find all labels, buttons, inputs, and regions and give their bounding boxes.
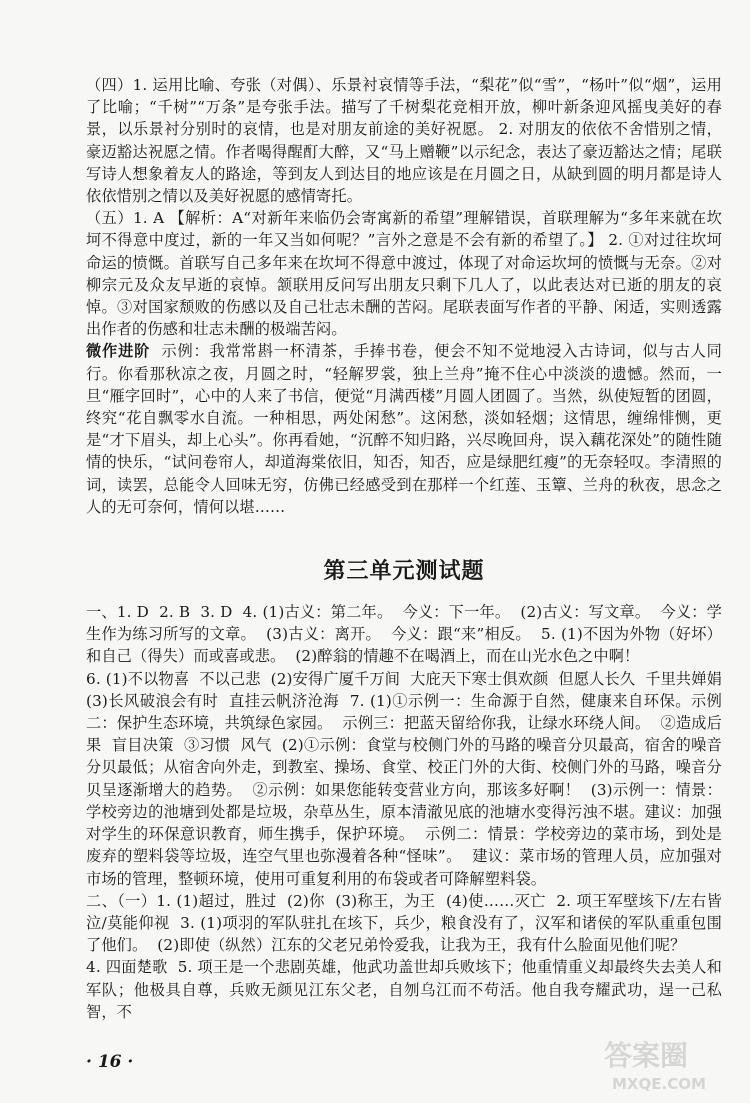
test-answer-part-two-continued: 4. 四面楚歌 5. 项王是一个悲剧英雄，他武功盖世却兵败垓下；他重情重义却最终失去美人和军队；他极具自尊，兵败无颜见江东父老，自刎乌江而不苟活。他自我夸耀武功，逞一己私智，不 [86, 958, 722, 1021]
test-answer-part-two: 二、（一）1. (1)超过，胜过 (2)你 (3)称王，为王 (4)使……灭亡 2. 项王军壁垓下/左右皆泣/莫能仰视 3. (1)项羽的军队驻扎在垓下，兵少，粮食没有了，汉军和诸侯的军队重重包围了他们。 (2)即使（纵然）江东的父老兄弟怜爱我，让我为王，我有什么脸面见他们呢？ [86, 891, 722, 955]
micro-writing-text: 示例：我常常斟一杯清茶，手捧书卷，便会不知不觉地浸入古诗词，似与古人同行。你看那秋凉之夜，月圆之时，“轻解罗裳，独上兰舟”掩不住心中淡淡的遗憾。然而，一旦“雁字回时”，心中的人来了书信，便觉“月满西楼”月圆人团圆了。当然，纵使短暂的团圆，终究“花自飘零水自流。一种相思，两处闲愁”。这闲愁，淡如轻烟；这情思，缠绵悱恻，更是“才下眉头，却上心头”。你再看她，“沉醉不知归路，兴尽晚回舟，误入藕花深处”的随性随情的快乐，“试问卷帘人，却道海棠依旧，知否，知否，应是绿肥红瘦”的无奈轻叹。李清照的词，读罢，总能令人回味无穷，仿佛已经感受到在那样一个红莲、玉簟、兰舟的秋夜，思念之人的无可奈何，情何以堪…… [86, 342, 722, 516]
watermark-main-text: 答案圈 [604, 1039, 689, 1072]
watermark-sub-text: MXQE.COM [612, 1075, 706, 1093]
micro-writing-paragraph [86, 340, 722, 518]
test-answer-part-one: 一、1. D 2. B 3. D 4. (1)古义：第二年。 今义：下一年。 (2)古义：写文章。 今义：学生作为练习所写的文章。 (3)古义：离开。 今义：跟“来”相反。 5. (1)不因为外物（好坏）和自己（得失）而或喜或悲。 (2)醉翁的情趣不在喝酒上，而在山光水色之中啊！ [86, 603, 722, 666]
test-answer-part-one-continued: 6. (1)不以物喜 不以己悲 (2)安得广厦千万间 大庇天下寒士俱欢颜 但愿人长久 千里共婵娟 (3)长风破浪会有时 直挂云帆济沧海 7. (1)①示例一：生命源于自然，健康来自环保。示例二：保护生态环境，共筑绿色家园。 示例三：把蓝天留给你我，让绿水环绕人间。 ②造成后果 盲目决策 ③习惯 风气 (2)①示例：食堂与校侧门外的马路的噪音分贝最高，宿舍的噪音分贝最低；从宿舍向外走，到教室、操场、食堂、校正门外的大街、校侧门外的马路，噪音分贝呈逐渐增大的趋势。 ②示例：如果您能转变营业方向，那该多好啊！ (3)示例一：情景：学校旁边的池塘到处都是垃圾，杂草丛生，原本清澈见底的池塘水变得污浊不堪。建议：加强对学生的环保意识教育，师生携手，保护环境。 示例二：情景：学校旁边的菜市场，到处是废弃的塑料袋等垃圾，连空气里也弥漫着各种“怪味”。 建议：菜市场的管理人员，应加强对市场的管理，整顿环境，使用可重复利用的布袋或者可降解塑料袋。 [86, 669, 732, 888]
page-number: · 16 · [86, 1052, 134, 1072]
micro-writing-label: 微作进阶 [86, 342, 151, 361]
answer-paragraph-four: （四）1. 运用比喻、夸张（对偶）、乐景衬哀情等手法，“梨花”似“雪”，“杨叶”似“烟”，运用了比喻；“千树”“万条”是夸张手法。描写了千树梨花竞相开放，柳叶新条迎风摇曳美好的春景，以乐景衬分别时的哀情，也是对朋友前途的美好祝愿。 2. 对朋友的依依不舍惜别之情，豪迈豁达祝愿之情。作者喝得醒酊大醉，又“马上赠鞭”以示纪念，表达了豪迈豁达之情；尾联写诗人想象着友人的路途，等到友人到达目的地应该是在月圆之日，从缺到圆的明月都是诗人依依惜别之情以及美好祝愿的感情寄托。 [86, 76, 722, 206]
section-title: 第三单元测试题 [323, 559, 485, 585]
answer-paragraph-five: （五）1. A 【解析：A“对新年来临仍会寄寓新的希望”理解错误，首联理解为“多年来就在坎坷不得意中度过，新的一年又当如何呢？”言外之意是不会有新的希望了。】 2. ①对过往坎坷命运的愤慨。首联写自己多年来在坎坷不得意中渡过，体现了对命运坎坷的愤慨与无奈。②对柳宗元及众友早逝的哀悼。颔联用反问写出朋友只剩下几人了，以此表达对已逝的朋友的哀悼。③对国家颓败的伤感以及自己壮志未酬的苦闷。尾联表面写作者的平静、闲适，实则透露出作者的伤感和壮志未酬的极端苦闷。 [86, 209, 722, 339]
watermark-logo [598, 1035, 738, 1095]
page-content [86, 74, 732, 1023]
